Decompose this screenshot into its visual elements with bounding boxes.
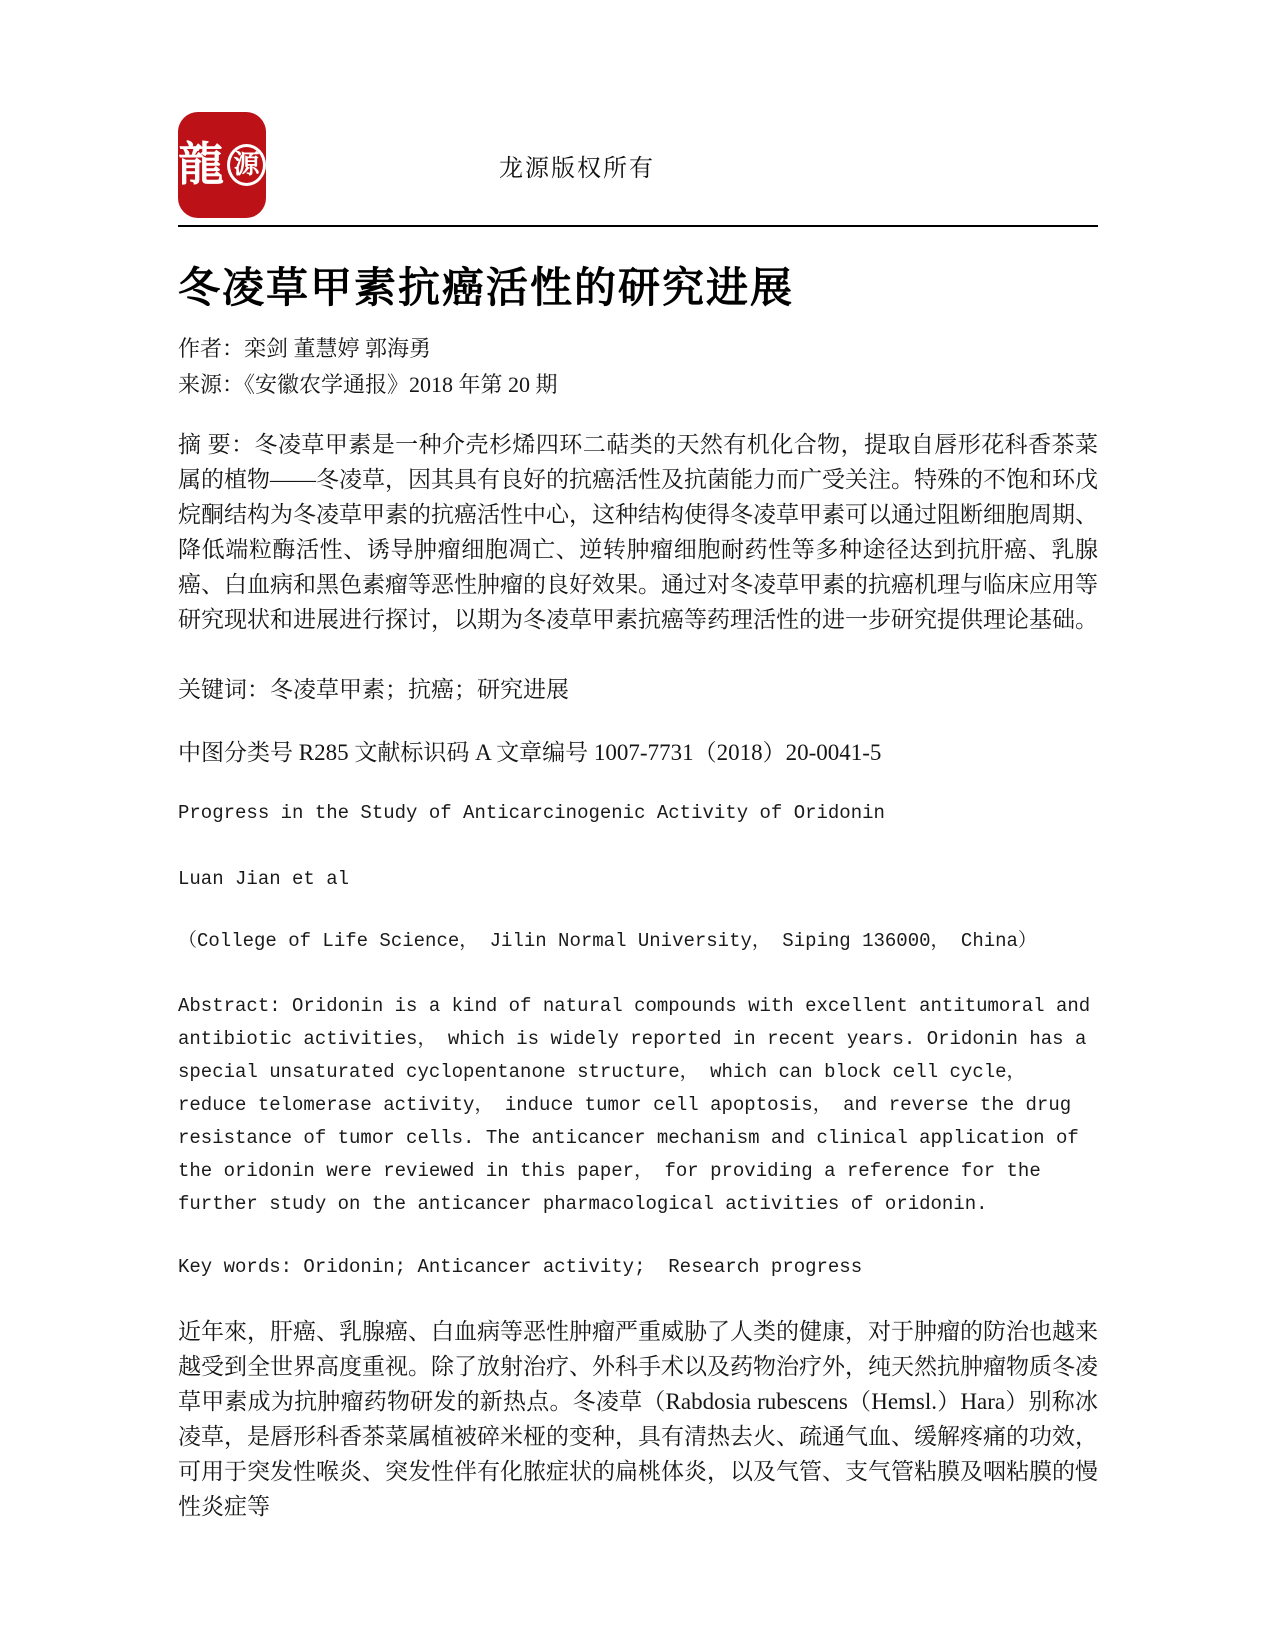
article-title: 冬凌草甲素抗癌活性的研究进展 (178, 266, 795, 312)
header-divider (178, 225, 1098, 227)
copyright-notice: 龙源版权所有 (499, 155, 655, 182)
page-header (178, 112, 1098, 218)
abstract-en: Abstract: Oridonin is a kind of natural compounds with excellent antitumoral and antibiotic activities， which is widely reported in recent years. Oridonin has a special unsaturated cyclopentanone structure， which can block cell cycle， reduce telomerase activity， induce tumor cell apoptosis， and reverse the drug resistance of tumor cells. The anticancer mechanism and clinical application of the oridonin were reviewed in this paper， for providing a reference for the further study on the anticancer pharmacological activities of oridonin. (178, 995, 1102, 1215)
author-line: 作者：栾剑 董慧婷 郭海勇 (178, 336, 432, 361)
affiliation-en: （College of Life Science， Jilin Normal University， Siping 136000， China） (178, 930, 1037, 952)
classification-line: 中图分类号 R285 文献标识码 A 文章编号 1007-7731（2018）20-0041-5 (178, 740, 882, 765)
logo-char-long: 龍 (178, 139, 224, 190)
title-en: Progress in the Study of Anticarcinogenic Activity of Oridonin (178, 802, 885, 824)
page-content (178, 112, 1102, 1524)
keywords-cn: 关键词：冬凌草甲素；抗癌；研究进展 (178, 677, 569, 702)
keywords-en: Key words: Oridonin; Anticancer activity; Research progress (178, 1256, 863, 1278)
body-paragraph: 近年來，肝癌、乳腺癌、白血病等恶性肿瘤严重威胁了人类的健康，对于肿瘤的防治也越来越受到全世界高度重视。除了放射治疗、外科手术以及药物治疗外，纯天然抗肿瘤物质冬凌草甲素成为抗肿瘤药物研发的新热点。冬凌草（Rabdosia rubescens（Hemsl.）Hara）别称冰凌草，是唇形科香茶菜属植被碎米桠的变种，具有清热去火、疏通气血、缓解疼痛的功效，可用于突发性喉炎、突发性伴有化脓症状的扁桃体炎，以及气管、支气管粘膜及咽粘膜的慢性炎症等 (178, 1319, 1098, 1519)
longyuan-logo (178, 112, 266, 218)
source-line: 来源：《安徽农学通报》2018 年第 20 期 (178, 372, 558, 397)
abstract-cn: 摘 要：冬凌草甲素是一种介壳杉烯四环二萜类的天然有机化合物，提取自唇形花科香茶菜属的植物——冬凌草，因其具有良好的抗癌活性及抗菌能力而广受关注。特殊的不饱和环戊烷酮结构为冬凌草甲素的抗癌活性中心，这种结构使得冬凌草甲素可以通过阻断细胞周期、降低端粒酶活性、诱导肿瘤细胞凋亡、逆转肿瘤细胞耐药性等多种途径达到抗肝癌、乳腺癌、白血病和黑色素瘤等恶性肿瘤的良好效果。通过对冬凌草甲素的抗癌机理与临床应用等研究现状和进展进行探讨，以期为冬凌草甲素抗癌等药理活性的进一步研究提供理论基础。 (178, 432, 1098, 632)
authors-en: Luan Jian et al (178, 868, 350, 890)
logo-char-yuan: 源 (227, 144, 266, 186)
